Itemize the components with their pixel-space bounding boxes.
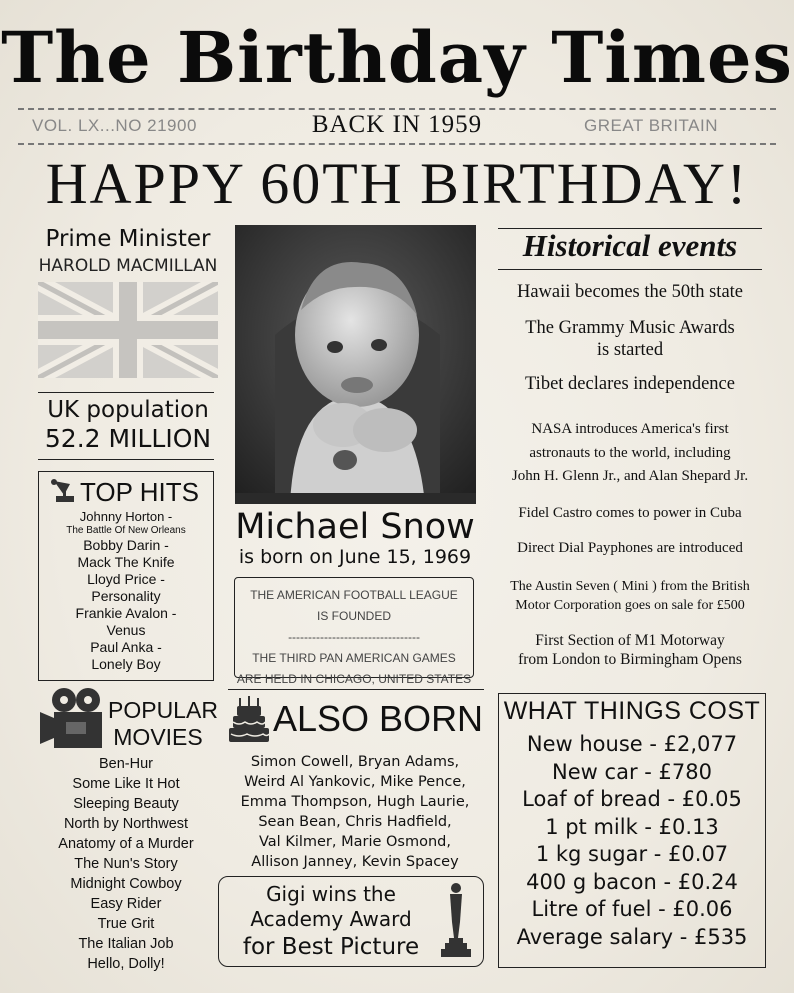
movie-item: Anatomy of a Murder (58, 836, 194, 852)
award-line: Gigi wins the (266, 882, 396, 906)
gramophone-icon (50, 478, 78, 504)
hit-song: Venus (106, 622, 146, 638)
news-separator: --------------------------------- (288, 630, 420, 644)
hit-song: The Battle Of New Orleans (66, 525, 186, 536)
hit-song: Mack The Knife (77, 554, 175, 570)
hit-song: Lonely Boy (91, 656, 161, 672)
event-line: is started (596, 340, 664, 360)
news-line: IS FOUNDED (316, 609, 391, 623)
cost-item: 400 g bacon - £0.24 (526, 869, 738, 894)
award-line: Academy Award (250, 907, 412, 931)
cost-item: New house - £2,077 (526, 732, 738, 756)
top-hits-title: TOP HITS (80, 477, 199, 507)
also-born-line: Simon Cowell, Bryan Adams, (250, 754, 460, 770)
news-line: ARE HELD IN CHICAGO, UNITED STATES (236, 672, 472, 686)
event-line: astronauts to the world, including (529, 444, 731, 461)
also-born-line: Val Kilmer, Marie Osmond, (259, 834, 451, 850)
movie-item: Hello, Dolly! (87, 956, 165, 972)
cost-list (498, 731, 766, 951)
cost-item: Loaf of bread - £0.05 (522, 787, 742, 811)
union-flag-icon (38, 282, 218, 378)
event-line: from London to Birmingham Opens (518, 651, 742, 668)
volume-number: VOL. LX...NO 21900 (32, 116, 197, 135)
also-born-title: ALSO BORN (273, 698, 484, 739)
event-item (494, 577, 766, 615)
event-item: Direct Dial Payphones are introduced (517, 540, 743, 556)
center-divider (228, 689, 484, 690)
movie-item: Some Like It Hot (72, 776, 180, 792)
cost-title: WHAT THINGS COST (503, 697, 761, 725)
cost-item: 1 pt milk - £0.13 (545, 814, 719, 839)
also-born-line: Sean Bean, Chris Hadfield, (258, 814, 452, 830)
left-divider-1 (38, 392, 214, 393)
news-line: THE AMERICAN FOOTBALL LEAGUE (250, 588, 458, 602)
event-item (494, 317, 766, 361)
oscar-statuette-icon (438, 882, 474, 958)
event-line: John H. Glenn Jr., and Alan Shepard Jr. (511, 468, 749, 484)
movies-list (28, 754, 224, 974)
event-line: The Grammy Music Awards (525, 318, 735, 338)
banner-bottom-rule (18, 143, 776, 145)
region-label: GREAT BRITAIN (584, 116, 719, 135)
movie-item: Easy Rider (90, 896, 162, 912)
event-line: Motor Corporation goes on sale for £500 (515, 598, 745, 613)
academy-award-text (222, 882, 440, 962)
event-item (494, 418, 766, 489)
population-value: 52.2 MILLION (44, 424, 212, 453)
news-items (234, 585, 474, 690)
page-headline: HAPPY 60TH BIRTHDAY! (45, 151, 749, 216)
hit-artist: Johnny Horton - (79, 509, 173, 524)
event-item: Tibet declares independence (525, 374, 735, 394)
also-born-line: Emma Thompson, Hugh Laurie, (240, 794, 470, 810)
news-line: THE THIRD PAN AMERICAN GAMES (252, 651, 456, 665)
left-divider-2 (38, 459, 214, 460)
also-born-line: Weird Al Yankovic, Mike Pence, (244, 774, 466, 790)
movies-title-line: MOVIES (113, 724, 203, 750)
hit-artist: Paul Anka - (90, 639, 162, 655)
baby-photo (235, 225, 476, 504)
movies-title (108, 697, 218, 751)
cost-item: New car - £780 (552, 759, 712, 784)
hit-artist: Bobby Darin - (83, 537, 169, 553)
birthday-cake-icon (229, 694, 269, 746)
event-line: The Austin Seven ( Mini ) from the British (510, 579, 750, 594)
event-item: Fidel Castro comes to power in Cuba (518, 505, 742, 521)
cost-item: Litre of fuel - £0.06 (531, 897, 733, 921)
hit-artist: Frankie Avalon - (75, 605, 177, 621)
movie-item: The Nun's Story (74, 856, 178, 872)
movie-item: Sleeping Beauty (73, 796, 179, 812)
event-item (494, 631, 766, 669)
top-hits-list (40, 509, 212, 673)
movie-item: The Italian Job (78, 936, 174, 952)
honoree-name: Michael Snow (235, 507, 475, 547)
also-born-list (226, 752, 484, 872)
event-item: Hawaii becomes the 50th state (516, 282, 744, 302)
population-label: UK population (47, 397, 209, 423)
movie-item: Ben-Hur (99, 756, 153, 772)
event-line: NASA introduces America's first (531, 421, 729, 437)
hit-artist: Lloyd Price - (87, 571, 165, 587)
movie-item: True Grit (97, 916, 155, 932)
award-line: for Best Picture (242, 934, 420, 960)
honoree-born-date: is born on June 15, 1969 (238, 546, 472, 568)
cost-item: Average salary - £535 (516, 924, 748, 949)
hit-song: Personality (91, 588, 161, 604)
cost-item: 1 kg sugar - £0.07 (535, 842, 729, 866)
also-born-line: Allison Janney, Kevin Spacey (251, 854, 459, 870)
back-in-year: BACK IN 1959 (311, 111, 483, 138)
masthead-title: The Birthday Times (1, 16, 793, 99)
historical-events-title: Historical events (522, 228, 738, 263)
hist-bottom-rule (498, 269, 762, 270)
event-line: First Section of M1 Motorway (535, 632, 725, 649)
pm-name: HAROLD MACMILLAN (38, 256, 218, 276)
movie-camera-icon (36, 686, 108, 752)
pm-title: Prime Minister (45, 226, 211, 252)
movie-item: North by Northwest (63, 816, 189, 832)
banner-top-rule (18, 108, 776, 110)
movies-title-line: POPULAR (108, 697, 218, 723)
movie-item: Midnight Cowboy (70, 876, 182, 892)
